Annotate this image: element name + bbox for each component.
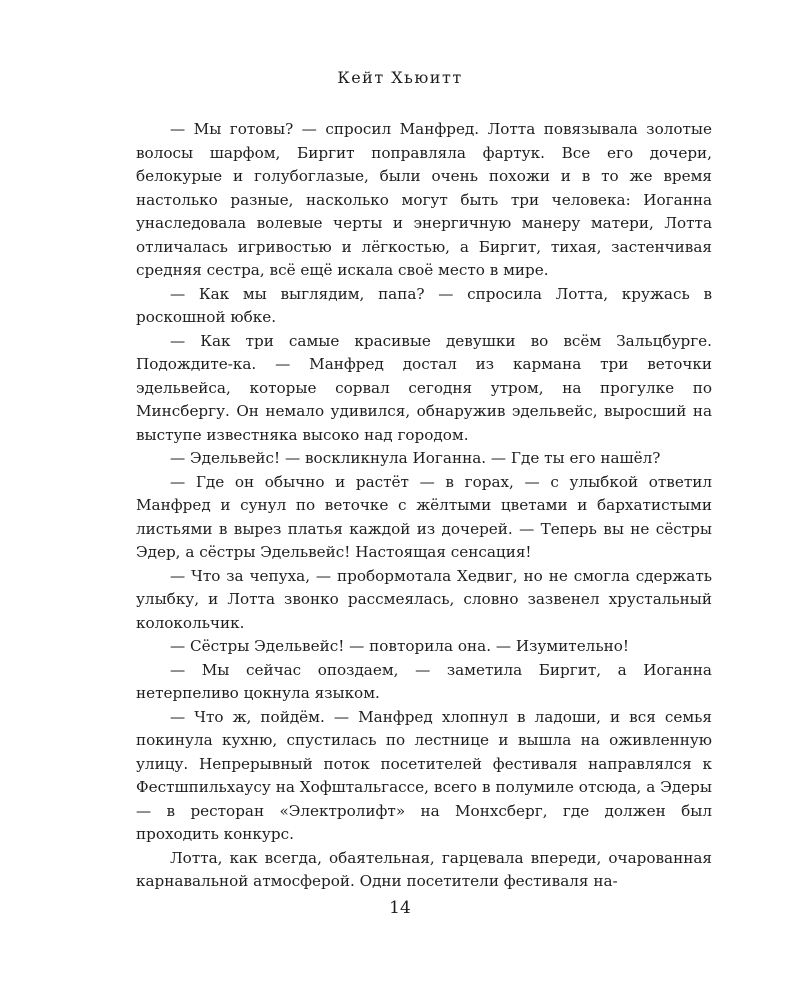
paragraph: — Сёстры Эдельвейс! — повторила она. — Изумительно!: [170, 637, 629, 655]
paragraph: — Как три самые красивые девушки во всём Зальцбурге. Подождите-ка. — Манфред достал из кармана три веточки эдельвейса, которые сорвал сегодня утром, на прогулке по Минсбергу. Он немало удивился, обнаружив эдельвейс, выросший на выступе известняка высоко над городом.: [136, 331, 712, 444]
paragraph: — Мы готовы? — спросил Манфред. Лотта повязывала золотые волосы шарфом, Биргит поправляла фартук. Все его дочери, белокурые и голубоглазые, были очень похожи и в то же время настолько разные, насколько могут быть три человека: Иоганна унаследовала волевые черты и энергичную манеру матери, Лотта отличалась игривостью и лёгкостью, а Биргит, тихая, застенчивая средняя сестра, всё ещё искала своё место в мире.: [136, 120, 712, 279]
paragraph: — Что за чепуха, — пробормотала Хедвиг, но не смогла сдержать улыбку, и Лотта звонко рассмеялась, словно зазвенел хрустальный колокольчик.: [136, 566, 712, 632]
paragraph: — Где он обычно и растёт — в горах, — с улыбкой ответил Манфред и сунул по веточке с жёлтыми цветами и бархатистыми листьями в вырез платья каждой из дочерей. — Теперь вы не сёстры Эдер, а сёстры Эдельвейс! Настоящая сенсация!: [136, 472, 712, 561]
page-number: 14: [389, 898, 411, 918]
running-head-author: Кейт Хьюитт: [337, 68, 463, 87]
paragraph: — Эдельвейс! — воскликнула Иоганна. — Где ты его нашёл?: [170, 449, 661, 467]
body-text: [136, 118, 712, 894]
paragraph: — Мы сейчас опоздаем, — заметила Биргит, а Иоганна нетерпеливо цокнула языком.: [136, 660, 712, 702]
paragraph: — Что ж, пойдём. — Манфред хлопнул в ладоши, и вся семья покинула кухню, спустилась по лестнице и вышла на оживленную улицу. Непрерывный поток посетителей фестиваля направлялся к Фестшпильхаусу на Хофштальгассе, всего в полумиле отсюда, а Эдеры — в ресторан «Электролифт» на Монхсберг, где должен был проходить конкурс.: [136, 707, 712, 843]
paragraph: Лотта, как всегда, обаятельная, гарцевала впереди, очарованная карнавальной атмосферой. Одни посетители фестиваля на-: [136, 848, 712, 890]
paragraph: — Как мы выглядим, папа? — спросила Лотта, кружась в роскошной юбке.: [136, 284, 712, 326]
